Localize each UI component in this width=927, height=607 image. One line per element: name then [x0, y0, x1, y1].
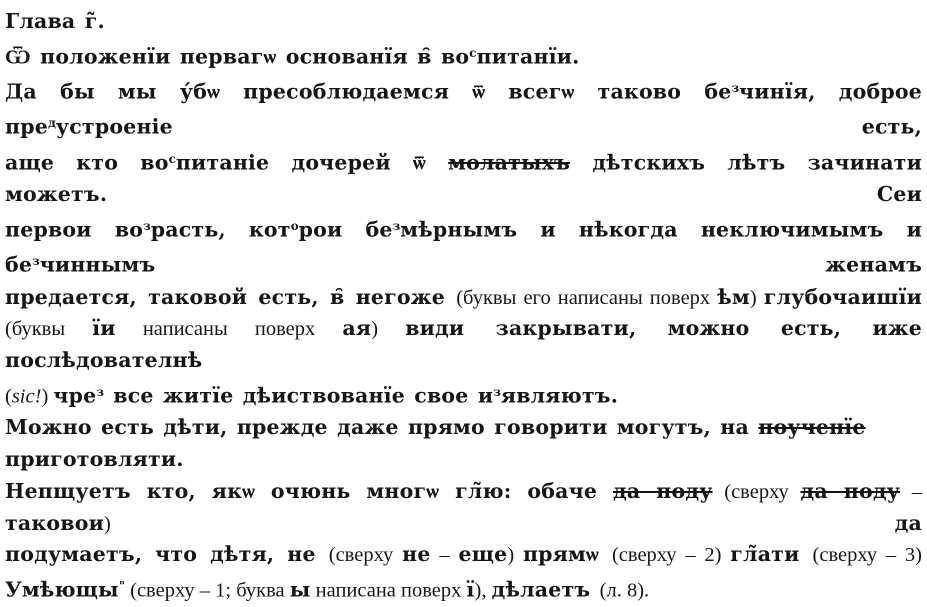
text-segment: являютъ.: [500, 383, 619, 408]
text-line: [5, 476, 922, 540]
text-line: [5, 282, 922, 314]
text-segment: з: [96, 384, 104, 399]
text-segment: с: [469, 45, 477, 60]
text-segment: з: [32, 254, 40, 269]
text-segment: (сверху – 2): [611, 544, 731, 567]
text-segment: дѣлаетъ: [491, 577, 600, 602]
text-segment: рои бе: [298, 217, 393, 242]
text-line: [5, 571, 922, 606]
text-segment: ): [749, 286, 764, 309]
text-segment: написана поверх: [310, 579, 467, 602]
text-line: [5, 73, 922, 144]
text-segment: Глава г̃.: [5, 9, 105, 33]
text-segment: да: [894, 510, 922, 535]
text-segment: дѣтскихъ лѣтъ зачинати можетъ. Сеи: [5, 150, 922, 207]
text-segment: ": [118, 579, 125, 594]
text-segment: з: [731, 81, 740, 96]
text-segment: ): [104, 512, 895, 535]
text-segment: с: [168, 151, 176, 166]
text-segment: ы: [289, 577, 311, 602]
text-segment: д: [47, 116, 56, 131]
text-segment: предается, таковой есть, в̑ негоже: [5, 284, 457, 309]
text-segment: подумаетъ, что дѣтя, не: [5, 542, 329, 567]
text-segment: ѣм: [717, 284, 750, 309]
text-segment: ): [371, 318, 406, 341]
text-segment: приготовляти.: [5, 447, 184, 472]
text-segment: (буквы его написаны поверх: [456, 286, 718, 309]
text-segment: ї: [466, 577, 475, 602]
text-segment: (сверху: [712, 480, 801, 503]
text-segment: з: [143, 218, 151, 233]
text-segment: Непщуетъ кто, якѡ очюнь многѡ гл̃ю: обаче: [5, 478, 613, 503]
document-text: [5, 6, 922, 607]
text-segment: первои во: [5, 217, 144, 242]
text-segment: їи: [92, 316, 116, 341]
text-line: [5, 211, 922, 282]
text-segment: Умѣющы: [5, 577, 119, 602]
text-segment: все житїе дѣиствованїе свое и: [103, 383, 494, 408]
text-segment: з: [392, 218, 401, 233]
text-segment: (л. 8).: [599, 579, 650, 602]
text-segment: прямѡ: [522, 542, 612, 567]
text-segment: ая: [342, 316, 372, 341]
text-segment: таковои: [5, 510, 104, 535]
text-segment: гл̃ати: [730, 542, 813, 567]
text-line: [5, 144, 922, 211]
text-segment: да поду: [613, 478, 713, 503]
text-segment: (сверху – 3): [812, 544, 923, 567]
text-segment: чинїя, доброе пре: [5, 79, 922, 139]
text-segment: молатыхъ: [448, 150, 571, 175]
text-segment: види закрывати, можно есть, иже послѣдователнѣ: [5, 316, 923, 373]
text-line: [5, 6, 922, 38]
text-segment: ): [41, 385, 54, 408]
text-segment: з: [493, 384, 501, 399]
text-segment: питанїи.: [476, 44, 580, 69]
text-segment: (сверху: [328, 544, 403, 567]
text-segment: еще: [458, 542, 508, 567]
text-segment: (: [5, 385, 12, 408]
text-segment: аще кто во: [5, 150, 169, 175]
text-segment: Да бы мы у́бѡ пресоблюдаемся ѿ всегѡ таково бе: [5, 79, 732, 104]
text-line: [5, 313, 922, 377]
text-segment: (буквы: [5, 318, 93, 341]
text-segment: мѣрнымъ и нѣкогда неключимымъ и бе: [5, 217, 922, 277]
text-line: [5, 539, 922, 571]
text-segment: ),: [474, 579, 492, 602]
text-segment: поученїе: [758, 415, 866, 440]
text-line: [5, 38, 922, 73]
text-segment: питаніе дочерей ѿ: [175, 150, 449, 175]
text-segment: устроеніе есть,: [55, 114, 922, 139]
text-segment: расть, кот: [150, 217, 291, 242]
text-segment: Ѿ положенїи первагѡ основанїя в̑ во: [5, 44, 470, 69]
text-segment: глубочаишїи: [763, 284, 923, 309]
text-segment: о: [290, 218, 299, 233]
text-segment: чиннымъ женамъ: [39, 252, 922, 277]
text-segment: Можно есть дѣти, прежде даже прямо говорити могутъ, на: [5, 415, 759, 440]
text-segment: написаны поверх: [115, 318, 343, 341]
text-segment: да поду: [800, 478, 901, 503]
text-segment: (сверху – 1; буква: [130, 579, 290, 602]
text-segment: ): [507, 544, 523, 567]
text-line: [5, 412, 922, 476]
text-segment: –: [900, 480, 922, 503]
text-segment: –: [430, 544, 459, 567]
text-segment: не: [402, 542, 431, 567]
text-segment: чре: [53, 383, 97, 408]
text-segment: sic!: [11, 385, 42, 408]
